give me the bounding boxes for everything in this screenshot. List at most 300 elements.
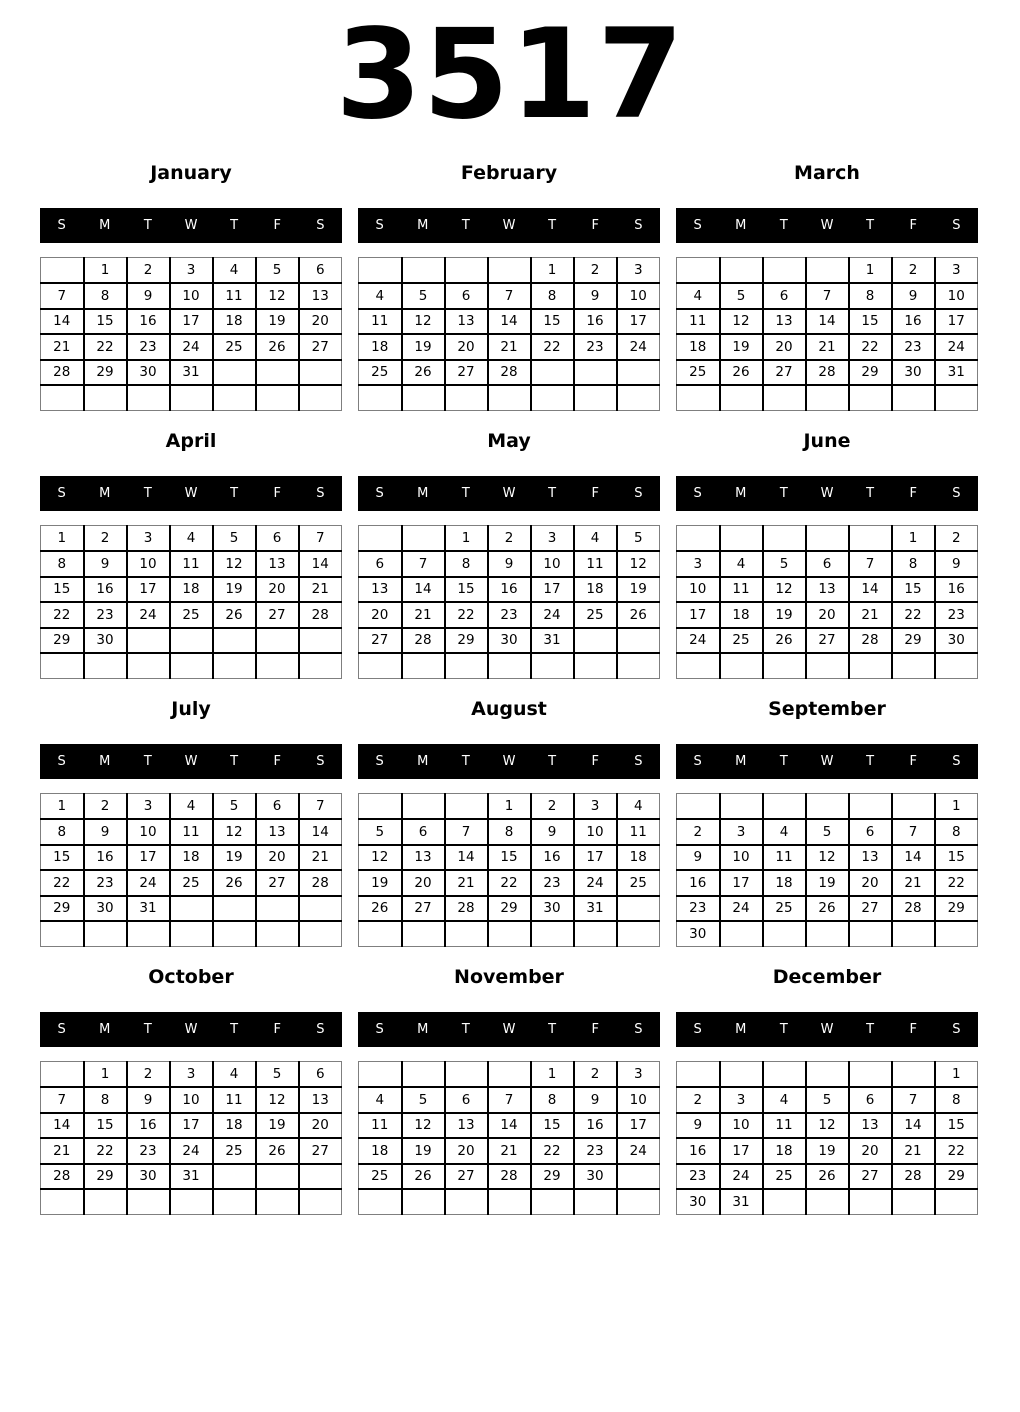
day-cell: 3 [720,819,763,845]
month-title: October [148,966,234,988]
day-cell: 11 [677,309,720,335]
empty-day-cell [763,258,806,284]
day-cell: 31 [531,628,574,654]
day-cell: 26 [213,870,256,896]
weekday-label: F [591,754,600,769]
day-cell: 28 [488,360,531,386]
empty-day-cell [256,1189,299,1215]
day-cell: 25 [213,1138,256,1164]
day-cell: 30 [892,360,935,386]
weekday-label: M [417,486,429,501]
empty-day-cell [617,896,660,922]
month-title: March [794,162,860,184]
day-cell: 17 [170,309,213,335]
weekday-label: T [866,486,875,501]
week-row [359,870,660,896]
day-cell: 5 [402,283,445,309]
weekday-label: W [502,1022,516,1037]
day-cell: 29 [935,1164,978,1190]
day-cell: 24 [170,334,213,360]
weekday-label: F [273,218,282,233]
month-table [40,257,342,411]
day-cell: 11 [359,1113,402,1139]
day-cell: 24 [720,1164,763,1190]
day-cell: 8 [445,551,488,577]
day-cell: 31 [170,360,213,386]
day-cell: 14 [892,845,935,871]
month-june [676,428,978,679]
day-cell: 18 [574,577,617,603]
empty-day-cell [84,385,127,411]
day-cell: 11 [213,283,256,309]
day-cell: 2 [574,258,617,284]
empty-day-cell [677,653,720,679]
day-cell: 2 [127,258,170,284]
day-cell: 20 [299,1113,342,1139]
day-cell: 20 [402,870,445,896]
week-row [677,819,978,845]
day-cell: 5 [256,1062,299,1088]
day-cell: 2 [574,1062,617,1088]
day-cell: 3 [574,794,617,820]
week-row [677,1087,978,1113]
weekday-label: T [461,1022,470,1037]
empty-day-cell [574,360,617,386]
day-cell: 2 [488,526,531,552]
weekday-label: M [417,1022,429,1037]
week-row [677,334,978,360]
day-cell: 14 [488,1113,531,1139]
day-cell: 13 [445,309,488,335]
day-cell: 2 [84,794,127,820]
weekday-label: T [779,1022,788,1037]
day-cell: 30 [127,360,170,386]
day-cell: 28 [488,1164,531,1190]
week-row [677,577,978,603]
day-cell: 27 [763,360,806,386]
day-cell: 21 [41,334,84,360]
day-cell: 25 [359,1164,402,1190]
day-cell: 16 [892,309,935,335]
weekday-label: T [143,486,152,501]
empty-day-cell [892,1189,935,1215]
day-cell: 15 [935,1113,978,1139]
week-row [359,1138,660,1164]
empty-day-cell [127,653,170,679]
day-cell: 12 [213,551,256,577]
day-cell: 24 [720,896,763,922]
day-cell: 21 [892,870,935,896]
day-cell: 9 [127,283,170,309]
week-row [677,1113,978,1139]
empty-day-cell [720,653,763,679]
weekday-label: T [143,1022,152,1037]
empty-day-cell [402,258,445,284]
week-row [41,602,342,628]
day-cell: 9 [935,551,978,577]
weekday-label: T [461,486,470,501]
week-row [41,845,342,871]
weekday-label: W [820,218,834,233]
day-cell: 15 [849,309,892,335]
day-cell: 30 [677,1189,720,1215]
calendar-grid [0,160,1020,1215]
empty-day-cell [892,653,935,679]
week-row [677,385,978,411]
empty-day-cell [806,1189,849,1215]
day-cell: 7 [806,283,849,309]
day-cell: 1 [445,526,488,552]
day-cell: 12 [763,577,806,603]
day-cell: 26 [256,334,299,360]
month-table [676,525,978,679]
day-cell: 21 [488,1138,531,1164]
day-cell: 23 [677,896,720,922]
day-cell: 10 [935,283,978,309]
day-cell: 22 [531,334,574,360]
weekday-label: S [952,754,961,769]
week-row [677,360,978,386]
day-cell: 17 [935,309,978,335]
day-cell: 2 [935,526,978,552]
week-row [41,628,342,654]
empty-day-cell [299,921,342,947]
week-row [359,628,660,654]
day-cell: 12 [402,1113,445,1139]
day-cell: 24 [127,602,170,628]
day-cell: 19 [806,870,849,896]
day-cell: 2 [84,526,127,552]
day-cell: 14 [299,551,342,577]
day-cell: 28 [299,870,342,896]
week-row [41,309,342,335]
day-cell: 10 [574,819,617,845]
day-cell: 5 [359,819,402,845]
week-row [41,896,342,922]
day-cell: 9 [488,551,531,577]
weekday-label: F [909,1022,918,1037]
day-cell: 5 [213,794,256,820]
weekday-label: T [461,754,470,769]
weekday-label: T [548,218,557,233]
empty-day-cell [806,258,849,284]
weekday-header [358,476,660,511]
week-row [359,1113,660,1139]
day-cell: 6 [849,819,892,845]
month-title: April [165,430,217,452]
day-cell: 9 [84,551,127,577]
empty-day-cell [170,653,213,679]
day-cell: 26 [359,896,402,922]
day-cell: 27 [445,360,488,386]
weekday-label: S [952,218,961,233]
day-cell: 30 [574,1164,617,1190]
day-cell: 23 [574,1138,617,1164]
month-title: September [768,698,886,720]
week-row [41,551,342,577]
day-cell: 24 [574,870,617,896]
day-cell: 10 [720,845,763,871]
day-cell: 30 [127,1164,170,1190]
day-cell: 27 [849,1164,892,1190]
day-cell: 23 [127,334,170,360]
empty-day-cell [213,385,256,411]
day-cell: 28 [299,602,342,628]
day-cell: 3 [617,1062,660,1088]
month-title: July [171,698,211,720]
day-cell: 22 [84,334,127,360]
day-cell: 27 [402,896,445,922]
weekday-label: M [417,218,429,233]
day-cell: 6 [806,551,849,577]
empty-day-cell [849,1062,892,1088]
day-cell: 28 [849,628,892,654]
week-row [41,334,342,360]
day-cell: 31 [720,1189,763,1215]
weekday-label: S [375,218,384,233]
day-cell: 7 [41,1087,84,1113]
month-title: November [454,966,564,988]
weekday-label: T [143,754,152,769]
day-cell: 23 [892,334,935,360]
month-april [40,428,342,679]
day-cell: 26 [213,602,256,628]
day-cell: 9 [892,283,935,309]
day-cell: 31 [170,1164,213,1190]
day-cell: 1 [531,1062,574,1088]
day-cell: 17 [677,602,720,628]
day-cell: 22 [935,1138,978,1164]
empty-day-cell [127,921,170,947]
month-table [358,257,660,411]
empty-day-cell [170,385,213,411]
day-cell: 18 [213,309,256,335]
empty-day-cell [935,385,978,411]
day-cell: 6 [445,283,488,309]
day-cell: 29 [531,1164,574,1190]
week-row [359,1189,660,1215]
empty-day-cell [213,628,256,654]
day-cell: 18 [677,334,720,360]
day-cell: 10 [720,1113,763,1139]
day-cell: 15 [41,577,84,603]
empty-day-cell [359,921,402,947]
day-cell: 30 [84,628,127,654]
weekday-label: F [273,486,282,501]
empty-day-cell [574,1189,617,1215]
day-cell: 5 [213,526,256,552]
weekday-label: M [735,218,747,233]
day-cell: 29 [488,896,531,922]
month-title: May [487,430,531,452]
empty-day-cell [720,1062,763,1088]
day-cell: 1 [41,794,84,820]
empty-day-cell [402,653,445,679]
empty-day-cell [720,385,763,411]
empty-day-cell [806,921,849,947]
empty-day-cell [763,794,806,820]
day-cell: 22 [84,1138,127,1164]
empty-day-cell [299,653,342,679]
day-cell: 14 [849,577,892,603]
day-cell: 26 [806,896,849,922]
weekday-label: T [866,754,875,769]
day-cell: 9 [531,819,574,845]
day-cell: 7 [41,283,84,309]
day-cell: 17 [617,309,660,335]
empty-day-cell [170,921,213,947]
day-cell: 10 [617,1087,660,1113]
empty-day-cell [617,385,660,411]
day-cell: 22 [445,602,488,628]
empty-day-cell [617,921,660,947]
day-cell: 14 [892,1113,935,1139]
week-row [677,896,978,922]
day-cell: 3 [617,258,660,284]
day-cell: 15 [892,577,935,603]
month-january [40,160,342,411]
empty-day-cell [892,921,935,947]
weekday-label: F [591,486,600,501]
day-cell: 28 [806,360,849,386]
day-cell: 11 [213,1087,256,1113]
day-cell: 29 [84,1164,127,1190]
month-table [676,1061,978,1215]
month-table [358,1061,660,1215]
month-february [358,160,660,411]
day-cell: 27 [806,628,849,654]
empty-day-cell [213,896,256,922]
day-cell: 29 [445,628,488,654]
empty-day-cell [41,1189,84,1215]
weekday-header [40,1012,342,1047]
empty-day-cell [402,526,445,552]
day-cell: 1 [84,1062,127,1088]
weekday-header [676,476,978,511]
weekday-header [358,208,660,243]
day-cell: 12 [720,309,763,335]
week-row [41,1113,342,1139]
empty-day-cell [299,385,342,411]
empty-day-cell [445,921,488,947]
empty-day-cell [41,1062,84,1088]
weekday-label: S [57,1022,66,1037]
day-cell: 9 [84,819,127,845]
week-row [677,845,978,871]
week-row [359,653,660,679]
day-cell: 9 [574,283,617,309]
empty-day-cell [256,653,299,679]
day-cell: 24 [127,870,170,896]
month-august [358,696,660,947]
weekday-header [676,744,978,779]
day-cell: 27 [299,334,342,360]
day-cell: 20 [849,1138,892,1164]
day-cell: 14 [488,309,531,335]
day-cell: 27 [256,602,299,628]
weekday-label: S [375,1022,384,1037]
day-cell: 22 [935,870,978,896]
day-cell: 27 [359,628,402,654]
day-cell: 18 [720,602,763,628]
week-row [41,794,342,820]
weekday-label: W [502,486,516,501]
day-cell: 18 [763,870,806,896]
day-cell: 11 [170,551,213,577]
empty-day-cell [445,385,488,411]
empty-day-cell [359,385,402,411]
day-cell: 17 [170,1113,213,1139]
day-cell: 22 [849,334,892,360]
day-cell: 21 [488,334,531,360]
weekday-label: S [57,486,66,501]
weekday-label: W [820,754,834,769]
empty-day-cell [617,1164,660,1190]
empty-day-cell [213,1164,256,1190]
day-cell: 16 [127,309,170,335]
weekday-label: M [735,486,747,501]
weekday-label: W [184,1022,198,1037]
empty-day-cell [402,1062,445,1088]
week-row [359,819,660,845]
day-cell: 18 [359,334,402,360]
day-cell: 8 [935,819,978,845]
day-cell: 24 [531,602,574,628]
weekday-label: F [273,1022,282,1037]
weekday-label: S [375,754,384,769]
empty-day-cell [402,1189,445,1215]
day-cell: 13 [299,283,342,309]
day-cell: 1 [84,258,127,284]
day-cell: 7 [445,819,488,845]
day-cell: 20 [849,870,892,896]
day-cell: 14 [445,845,488,871]
day-cell: 25 [677,360,720,386]
empty-day-cell [127,628,170,654]
day-cell: 5 [402,1087,445,1113]
day-cell: 7 [892,819,935,845]
day-cell: 1 [488,794,531,820]
empty-day-cell [892,385,935,411]
day-cell: 8 [935,1087,978,1113]
day-cell: 28 [892,1164,935,1190]
day-cell: 17 [617,1113,660,1139]
day-cell: 24 [617,1138,660,1164]
weekday-label: M [99,754,111,769]
week-row [41,526,342,552]
week-row [359,360,660,386]
day-cell: 29 [41,628,84,654]
day-cell: 25 [170,870,213,896]
empty-day-cell [359,1062,402,1088]
week-row [677,921,978,947]
day-cell: 20 [359,602,402,628]
empty-day-cell [84,1189,127,1215]
empty-day-cell [84,921,127,947]
empty-day-cell [256,1164,299,1190]
empty-day-cell [806,653,849,679]
day-cell: 19 [213,845,256,871]
week-row [41,577,342,603]
weekday-label: W [820,486,834,501]
day-cell: 19 [806,1138,849,1164]
day-cell: 31 [935,360,978,386]
empty-day-cell [256,896,299,922]
day-cell: 6 [402,819,445,845]
week-row [677,551,978,577]
day-cell: 20 [445,1138,488,1164]
day-cell: 20 [256,845,299,871]
